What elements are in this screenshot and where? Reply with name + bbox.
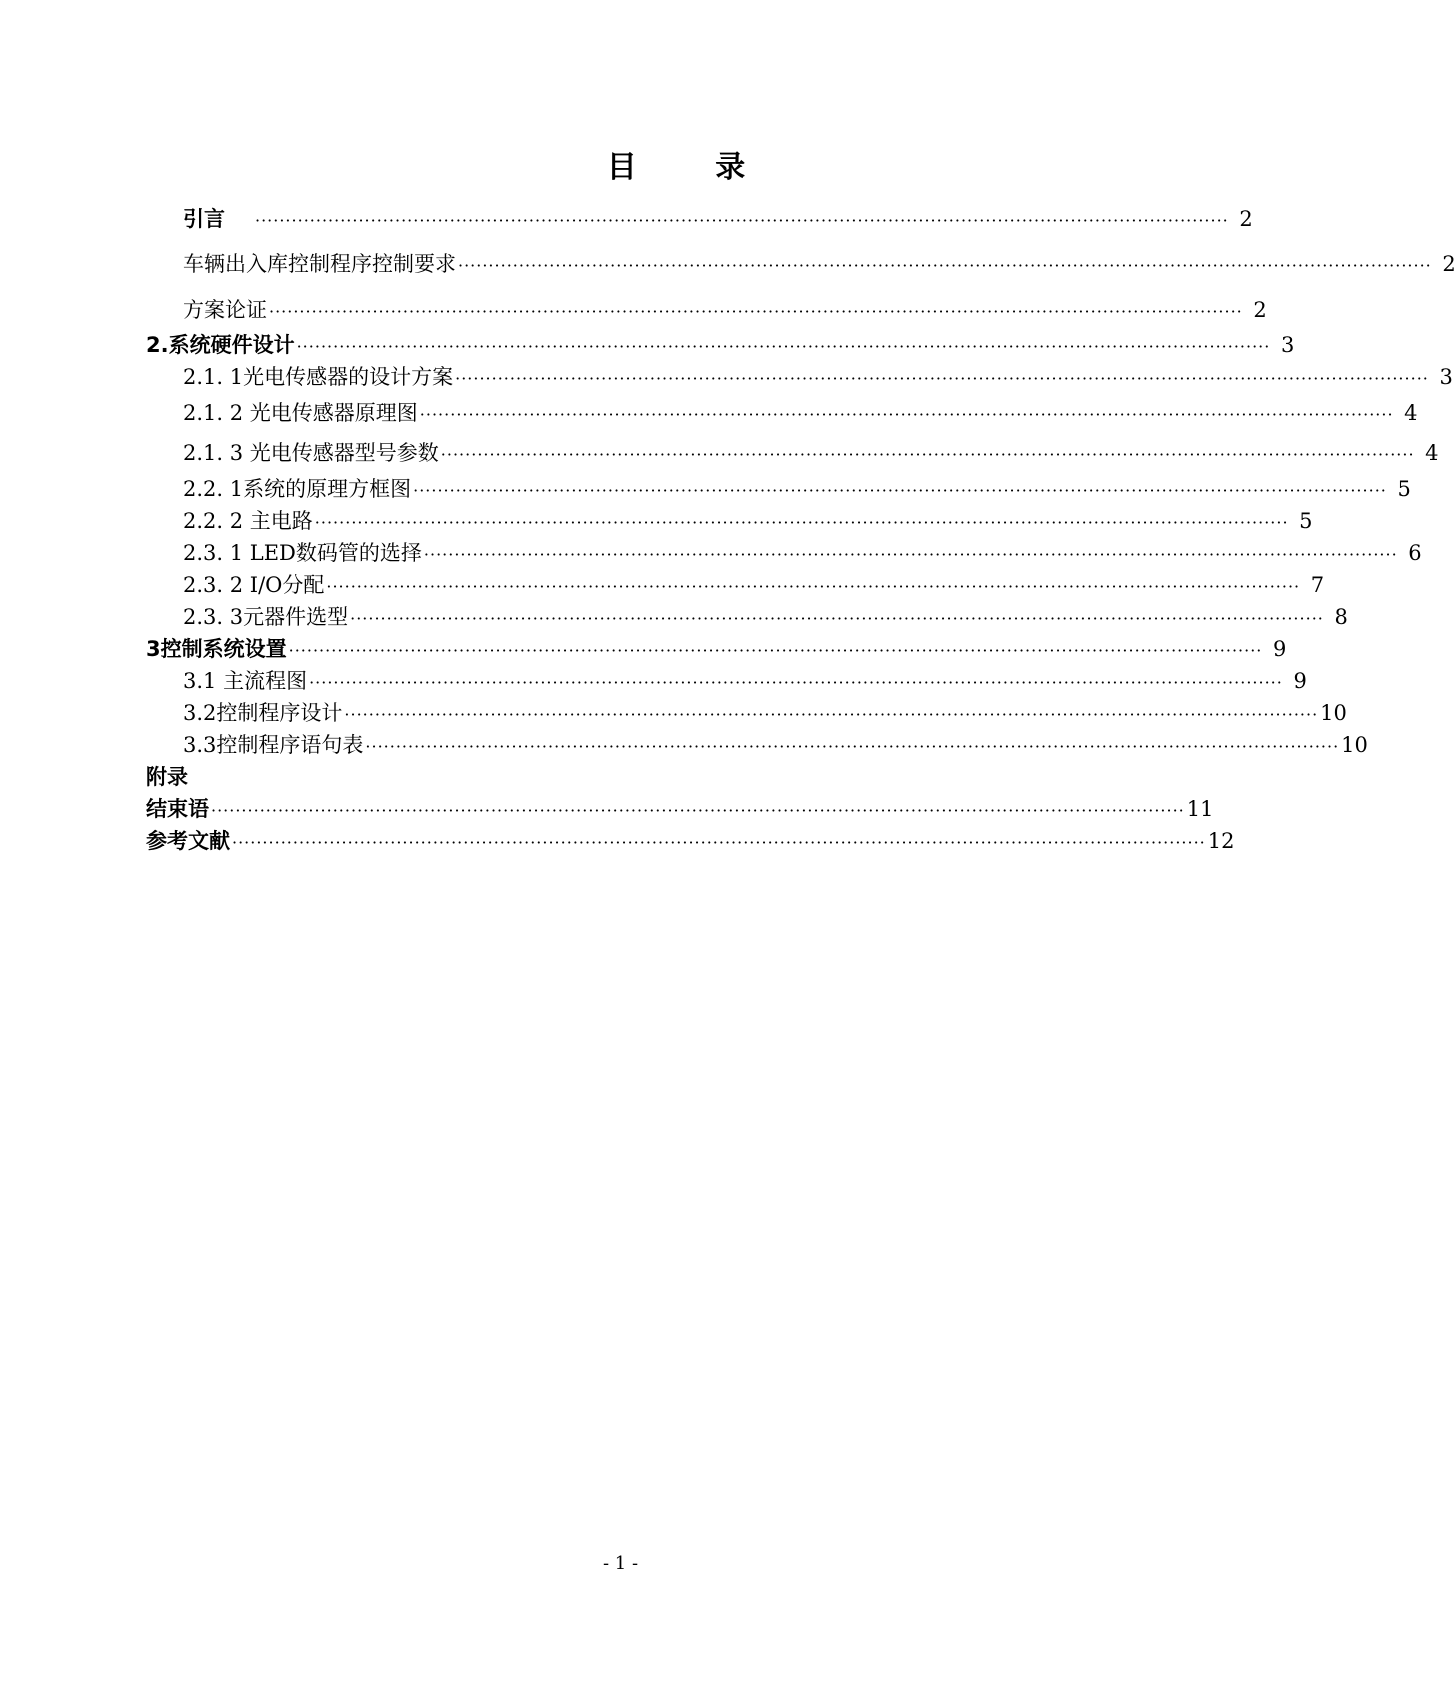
toc-entry-label: 3控制系统设置: [146, 637, 287, 661]
toc-entry-label: 附录: [146, 765, 188, 789]
toc-leader-dots: ································································································································································: [309, 673, 1283, 692]
toc-entry-page: 2: [1442, 252, 1456, 276]
toc-entry-conclusion[interactable]: [146, 794, 1214, 824]
toc-leader-dots: ································································································································································: [350, 609, 1324, 628]
toc-leader-dots: ································································································································································: [423, 545, 1398, 564]
toc-leader-dots: ································································································································································: [232, 833, 1206, 852]
toc-entry-page: 6: [1408, 541, 1422, 565]
toc-entry-page: 4: [1404, 401, 1418, 425]
toc-entry-page: 12: [1207, 829, 1235, 853]
toc-leader-dots: ································································································································································: [413, 481, 1387, 500]
toc-title: 目 录: [606, 150, 780, 185]
toc-entry-page: 3: [1280, 333, 1295, 357]
toc-entry-2-3-1[interactable]: [183, 538, 1422, 568]
toc-leader-dots: ································································································································································: [440, 445, 1415, 464]
toc-entry-page: 5: [1299, 509, 1313, 533]
toc-entry-page: 9: [1273, 637, 1287, 661]
toc-entry-page: 7: [1310, 573, 1325, 597]
toc-entry-2-2-2[interactable]: [183, 506, 1313, 536]
toc-entry-label: 2.3. 3元器件选型: [183, 605, 349, 629]
toc-entry-control-system[interactable]: [146, 634, 1287, 664]
toc-entry-3-2[interactable]: [183, 698, 1347, 728]
toc-entry-label: 3.2控制程序设计: [183, 701, 343, 725]
toc-leader-dots: ································································································································································: [344, 705, 1319, 724]
toc-entry-scheme[interactable]: [183, 295, 1267, 325]
toc-entry-label: 方案论证: [183, 298, 267, 322]
toc-entry-2-2-1[interactable]: [183, 474, 1411, 504]
toc-entry-label: 2.1. 1光电传感器的设计方案: [183, 365, 454, 389]
toc-entry-3-3[interactable]: [183, 730, 1368, 760]
toc-entry-label: 2.2. 2 主电路: [183, 509, 313, 533]
toc-leader-dots: ································································································································································: [296, 337, 1271, 356]
toc-leader-dots: ································································································································································: [255, 211, 1229, 230]
toc-entry-2-1-1[interactable]: [183, 362, 1453, 392]
toc-entry-page: 10: [1320, 701, 1347, 725]
toc-leader-dots: ································································································································································: [211, 801, 1185, 820]
toc-entry-label: 2.1. 3 光电传感器型号参数: [183, 441, 439, 465]
toc-leader-dots: ································································································································································: [458, 256, 1432, 275]
toc-leader-dots: ································································································································································: [326, 577, 1301, 596]
toc-leader-dots: ································································································································································: [419, 405, 1394, 424]
toc-entry-2-3-3[interactable]: [183, 602, 1348, 632]
toc-entry-page: 11: [1186, 797, 1214, 821]
toc-leader-dots: ································································································································································: [288, 641, 1263, 660]
toc-entry-label: 结束语: [146, 797, 209, 821]
toc-entry-hardware[interactable]: [146, 330, 1295, 360]
toc-entry-intro[interactable]: [183, 204, 1253, 234]
toc-entry-page: 8: [1334, 605, 1348, 629]
page-number: - 1 -: [602, 1553, 639, 1574]
toc-entry-label: 2.3. 2 I/O分配: [183, 573, 325, 597]
toc-entry-requirements[interactable]: [183, 249, 1456, 279]
toc-entry-label: 2.1. 2 光电传感器原理图: [183, 401, 418, 425]
toc-entry-label: 2.3. 1 LED数码管的选择: [183, 541, 422, 565]
toc-leader-dots: ································································································································································: [365, 737, 1340, 756]
toc-leader-dots: ································································································································································: [314, 513, 1289, 532]
toc-entry-2-3-2[interactable]: [183, 570, 1325, 600]
toc-entry-label: 车辆出入库控制程序控制要求: [183, 252, 456, 276]
toc-entry-page: 3: [1439, 365, 1453, 389]
toc-entry-page: 10: [1341, 733, 1368, 757]
toc-entry-page: 5: [1397, 477, 1411, 501]
toc-entry-page: 9: [1293, 669, 1307, 693]
toc-entry-label: 2.系统硬件设计: [146, 333, 295, 357]
toc-entry-page: 2: [1253, 298, 1267, 322]
toc-leader-dots: ································································································································································: [269, 302, 1243, 321]
toc-entry-label: 3.3控制程序语句表: [183, 733, 364, 757]
toc-entry-page: 2: [1239, 207, 1253, 231]
toc-entry-2-1-3[interactable]: [183, 438, 1439, 468]
toc-entry-2-1-2[interactable]: [183, 398, 1418, 428]
toc-entry-appendix[interactable]: [146, 762, 346, 792]
toc-entry-label: 2.2. 1系统的原理方框图: [183, 477, 412, 501]
toc-entry-references[interactable]: [146, 826, 1235, 856]
toc-entry-3-1[interactable]: [183, 666, 1307, 696]
toc-entry-label: 引言: [183, 207, 225, 231]
toc-entry-page: 4: [1425, 441, 1439, 465]
toc-leader-dots: ································································································································································: [455, 369, 1429, 388]
toc-entry-label: 3.1 主流程图: [183, 669, 308, 693]
toc-entry-label: 参考文献: [146, 829, 230, 853]
